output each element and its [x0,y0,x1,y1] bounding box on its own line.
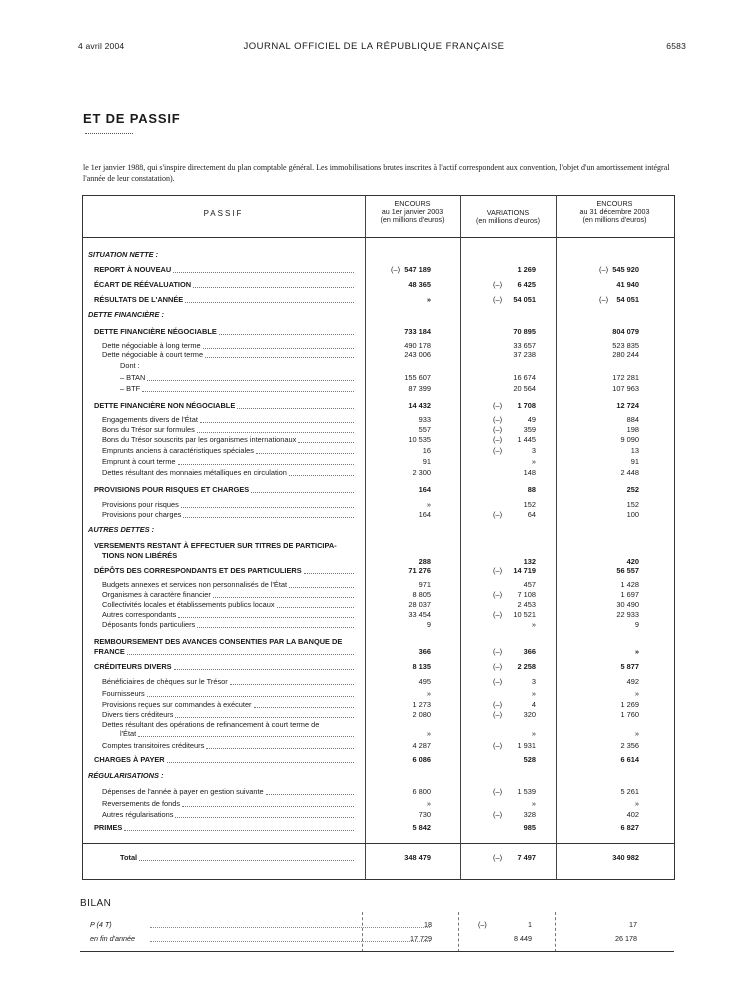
cell-encours-end: 9 [634,620,639,629]
cell-variation: 6 425 [517,280,536,289]
cell-variation: 3 [531,446,536,455]
cell-variation: 132 [523,557,536,566]
row-label: Dettes résultant des monnaies métalliques en circulation [102,468,287,477]
row-label: FRANCE [94,647,125,656]
cell-encours-end: 54 051 [616,295,639,304]
cell-variation: 33 657 [513,341,536,350]
leader-dots [142,384,354,392]
cell-variation: 54 051 [513,295,536,304]
cell-encours-start: 14 432 [408,401,431,410]
cell-encours-start: 971 [418,580,431,589]
sign-negative: (–) [493,787,503,796]
cell-encours-end: 492 [626,677,639,686]
cell-encours-end: 30 490 [616,600,639,609]
cell-variation: » [531,729,536,738]
passif-table [82,195,674,879]
sign-negative: (–) [493,435,503,444]
sign-negative: (–) [493,662,503,671]
cell-variation: 7 497 [517,853,536,862]
cell-encours-start: 10 535 [408,435,431,444]
cell-encours-start: 6 086 [412,755,431,764]
leader-dots [147,689,354,697]
leader-dots [175,710,354,718]
cell-variation: 37 238 [513,350,536,359]
row-label: TIONS NON LIBÉRÉS [102,551,178,560]
leader-dots [197,425,354,433]
cell-encours-end: 91 [630,457,639,466]
leader-dots [175,810,354,818]
cell-encours-start: 164 [418,510,431,519]
sign-negative: (–) [493,853,503,862]
sign-negative: (–) [493,810,503,819]
cell-encours-end: 9 090 [620,435,639,444]
row-label: Dette négociable à long terme [102,341,201,350]
cell-encours-end: 56 557 [616,566,639,575]
leader-dots [230,677,354,685]
bilan-column-divider [555,912,556,952]
cell-encours-start: 490 178 [404,341,431,350]
cell-variation: 457 [523,580,536,589]
cell-encours-end: » [634,729,639,738]
cell-encours-end: » [634,689,639,698]
cell-encours-start: 87 399 [408,384,431,393]
leader-dots [178,610,354,618]
row-label: Reversements de fonds [102,799,181,808]
sign-negative: (–) [478,920,487,929]
cell-encours-start: 164 [418,485,431,494]
cell-encours-end: 1 697 [620,590,639,599]
cell-variation: 328 [523,810,536,819]
cell-encours-end: 5 261 [620,787,639,796]
bilan-cell-start: 17 729 [410,934,432,943]
cell-encours-end: 198 [626,425,639,434]
row-label: PRIMES [94,823,123,832]
leader-dots [193,280,354,288]
row-label: CRÉDITEURS DIVERS [94,662,172,671]
row-label: Emprunts anciens à caractéristiques spéciales [102,446,254,455]
cell-variation: 88 [527,485,536,494]
cell-encours-end: 402 [626,810,639,819]
row-label: Comptes transitoires créditeurs [102,741,205,750]
leader-dots [219,327,354,335]
cell-encours-end: 1 428 [620,580,639,589]
row-label: REPORT À NOUVEAU [94,265,172,274]
bilan-column-divider [458,912,459,952]
bilan-cell-end: 17 [629,920,637,929]
cell-encours-end: 12 724 [616,401,639,410]
row-label: AUTRES DETTES : [88,525,155,534]
cell-encours-start: 933 [418,415,431,424]
cell-variation: 7 108 [517,590,536,599]
leader-dots [266,787,354,795]
leader-dots [147,373,354,381]
leader-dots [251,485,354,493]
cell-encours-end: 107 963 [612,384,639,393]
cell-encours-start: 366 [418,647,431,656]
cell-variation: 4 [531,700,536,709]
sign-negative: (–) [493,610,503,619]
cell-variation: 359 [523,425,536,434]
cell-variation: » [531,689,536,698]
sign-negative: (–) [493,401,503,410]
row-label: Bons du Trésor souscrits par les organismes internationaux [102,435,297,444]
table-header-rule [82,237,675,238]
sign-negative: (–) [493,590,503,599]
cell-encours-start: 557 [418,425,431,434]
cell-encours-start: 48 365 [408,280,431,289]
sign-negative: (–) [493,647,503,656]
leader-dots [304,566,354,574]
cell-encours-start: » [426,500,431,509]
cell-encours-start: 91 [422,457,431,466]
cell-encours-end: 340 982 [612,853,639,862]
sign-negative: (–) [391,265,401,274]
cell-variation: 366 [523,647,536,656]
row-label: Collectivités locales et établissements publics locaux [102,600,275,609]
row-label: Engagements divers de l'État [102,415,198,424]
cell-encours-start: 155 607 [404,373,431,382]
cell-encours-start: 348 479 [404,853,431,862]
row-label: Dette négociable à court terme [102,350,204,359]
leader-dots [237,401,354,409]
header-title: JOURNAL OFFICIEL DE LA RÉPUBLIQUE FRANÇAISE [243,41,505,52]
leader-dots [178,457,354,465]
row-label: RÉGULARISATIONS : [88,771,164,780]
bilan-base-rule [80,951,674,952]
cell-encours-end: 252 [626,485,639,494]
cell-variation: 20 564 [513,384,536,393]
leader-dots [205,350,354,358]
leader-dots [254,700,354,708]
cell-encours-start: 33 454 [408,610,431,619]
leader-dots [182,799,354,807]
leader-dots [277,600,354,608]
cell-encours-end: » [634,799,639,808]
cell-variation: » [531,620,536,629]
row-label: Provisions reçues sur commandes à exécuter [102,700,252,709]
cell-variation: 10 521 [513,610,536,619]
sign-negative: (–) [493,425,503,434]
row-label: Dettes résultant des opérations de refinancement à court terme de [102,720,320,729]
cell-encours-start: 730 [418,810,431,819]
bilan-title: BILAN [80,898,112,909]
table-column-divider [460,195,461,879]
leader-dots [183,510,354,518]
cell-encours-end: 280 244 [612,350,639,359]
row-label: SITUATION NETTE : [88,250,159,259]
sign-negative: (–) [599,295,609,304]
cell-encours-start: 243 006 [404,350,431,359]
cell-variation: 1 269 [517,265,536,274]
cell-variation: 3 [531,677,536,686]
cell-encours-end: 1 269 [620,700,639,709]
cell-encours-end: 13 [630,446,639,455]
leader-dots [185,295,354,303]
bilan-row-label: en fin d'année [90,934,135,943]
cell-encours-end: 884 [626,415,639,424]
bilan-cell-end: 26 178 [615,934,637,943]
cell-encours-start: 547 189 [404,265,431,274]
cell-variation: » [531,799,536,808]
sign-negative: (–) [493,415,503,424]
leader-dots [256,446,354,454]
row-label: Provisions pour risques [102,500,179,509]
leader-dots [173,265,354,273]
table-column-divider [556,195,557,879]
row-label: RÉSULTATS DE L'ANNÉE [94,295,184,304]
cell-variation: 2 453 [517,600,536,609]
cell-encours-end: 22 933 [616,610,639,619]
cell-encours-start: » [426,799,431,808]
row-label: Autres correspondants [102,610,177,619]
row-label: Budgets annexes et services non personnalisés de l'État [102,580,288,589]
cell-encours-start: 16 [422,446,431,455]
cell-encours-start: 8 805 [412,590,431,599]
table-total-rule [82,843,675,844]
cell-encours-start: 8 135 [412,662,431,671]
cell-variation: 14 719 [513,566,536,575]
row-label: Emprunt à court terme [102,457,176,466]
row-label: DETTE FINANCIÈRE : [88,310,164,319]
sign-negative: (–) [493,280,503,289]
row-label: Bénéficiaires de chèques sur le Trésor [102,677,228,686]
cell-encours-start: 4 287 [412,741,431,750]
cell-encours-end: 1 760 [620,710,639,719]
cell-variation: 320 [523,710,536,719]
row-label: – BTF [120,384,141,393]
cell-variation: 64 [527,510,536,519]
leader-dots [298,435,354,443]
section-rule [85,133,133,134]
row-label: DÉPÔTS DES CORRESPONDANTS ET DES PARTICULIERS [94,566,302,575]
row-label: DETTE FINANCIÈRE NÉGOCIABLE [94,327,217,336]
row-label: Fournisseurs [102,689,145,698]
cell-encours-end: 804 079 [612,327,639,336]
row-label: – BTAN [120,373,146,382]
bilan-cell-start: 18 [424,920,432,929]
sign-negative: (–) [493,700,503,709]
cell-variation: 49 [527,415,536,424]
intro-paragraph: le 1er janvier 1988, qui s'inspire directement du plan comptable général. Les immobilisations brutes inscrites à l'actif correspondent aux convention, l'objet d'un amortissement intégral l'année de leur constatation). [83,163,670,183]
row-label: Autres régularisations [102,810,174,819]
cell-encours-end: 5 877 [620,662,639,671]
row-label: ÉCART DE RÉÉVALUATION [94,280,192,289]
cell-encours-start: 9 [426,620,431,629]
bilan-column-divider [362,912,363,952]
row-label: Provisions pour charges [102,510,182,519]
cell-encours-start: 71 276 [408,566,431,575]
sign-negative: (–) [493,710,503,719]
cell-encours-end: 172 281 [612,373,639,382]
bilan-row-label: P (4 T) [90,920,112,929]
leader-dots [200,415,354,423]
cell-encours-end: 100 [626,510,639,519]
cell-encours-end: 2 448 [620,468,639,477]
row-label: Divers tiers créditeurs [102,710,174,719]
cell-variation: 1 708 [517,401,536,410]
row-label: PROVISIONS POUR RISQUES ET CHARGES [94,485,250,494]
cell-encours-start: 495 [418,677,431,686]
cell-encours-start: 733 184 [404,327,431,336]
cell-encours-start: 28 037 [408,600,431,609]
cell-encours-start: 1 273 [412,700,431,709]
col-header-encours-end: ENCOURS au 31 décembre 2003 (en millions d'euros) [579,199,650,224]
header-date: 4 avril 2004 [78,41,125,51]
cell-variation: 1 539 [517,787,536,796]
col-header-encours-start: ENCOURS au 1er janvier 2003 (en millions d'euros) [380,199,445,224]
cell-encours-end: 545 920 [612,265,639,274]
row-label: Dépenses de l'année à payer en gestion suivante [102,787,264,796]
cell-variation: 528 [523,755,536,764]
row-label: l'État [120,729,137,738]
cell-variation: 985 [523,823,536,832]
row-label: CHARGES À PAYER [94,755,165,764]
leader-dots [181,500,354,508]
cell-encours-end: » [634,647,639,656]
cell-encours-start: 2 080 [412,710,431,719]
cell-variation: 1 445 [517,435,536,444]
leader-dots [203,341,354,349]
sign-negative: (–) [493,446,503,455]
sign-negative: (–) [493,677,503,686]
leader-dots [139,853,354,861]
sign-negative: (–) [493,741,503,750]
cell-encours-start: 5 842 [412,823,431,832]
sign-negative: (–) [493,566,503,575]
cell-variation: 2 258 [517,662,536,671]
leader-dots [174,662,354,670]
cell-encours-end: 6 614 [620,755,639,764]
leader-dots [138,729,354,737]
sign-negative: (–) [493,510,503,519]
cell-encours-start: 2 300 [412,468,431,477]
leader-dots [213,590,354,598]
row-label: VERSEMENTS RESTANT À EFFECTUER SUR TITRES DE PARTICIPA- [94,541,337,550]
row-label: Organismes à caractère financier [102,590,211,599]
cell-encours-start: » [426,729,431,738]
sign-negative: (–) [493,295,503,304]
leader-dots [127,647,354,655]
leader-dots [289,468,354,476]
cell-encours-start: 6 800 [412,787,431,796]
cell-variation: 16 674 [513,373,536,382]
cell-variation: 1 931 [517,741,536,750]
cell-encours-end: 6 827 [620,823,639,832]
row-label: REMBOURSEMENT DES AVANCES CONSENTIES PAR LA BANQUE DE [94,637,343,646]
cell-encours-end: 41 940 [616,280,639,289]
bilan-cell-variation: 1 [528,920,532,929]
sign-negative: (–) [599,265,609,274]
leader-dots [167,755,354,763]
cell-encours-start: 288 [418,557,431,566]
row-label: DETTE FINANCIÈRE NON NÉGOCIABLE [94,401,236,410]
cell-encours-end: 420 [626,557,639,566]
cell-encours-start: » [426,295,431,304]
leader-dots [124,823,354,831]
row-label: Dont : [120,361,140,370]
leader-dots [206,741,354,749]
row-label: Total [120,853,138,862]
cell-encours-end: 152 [626,500,639,509]
row-label: Bons du Trésor sur formules [102,425,195,434]
bilan-cell-variation: 8 449 [514,934,532,943]
cell-variation: 148 [523,468,536,477]
leader-dots [289,580,354,588]
leader-dots [197,620,354,628]
col-header-passif: PASSIF [203,209,244,218]
cell-encours-end: 2 356 [620,741,639,750]
cell-variation: 70 895 [513,327,536,336]
cell-encours-end: 523 835 [612,341,639,350]
cell-encours-start: » [426,689,431,698]
col-header-variations: VARIATIONS (en millions d'euros) [475,208,541,225]
row-label: Déposants fonds particuliers [102,620,196,629]
cell-variation: » [531,457,536,466]
section-title: ET DE PASSIF [83,111,181,126]
cell-variation: 152 [523,500,536,509]
header-page-number: 6583 [666,41,686,51]
